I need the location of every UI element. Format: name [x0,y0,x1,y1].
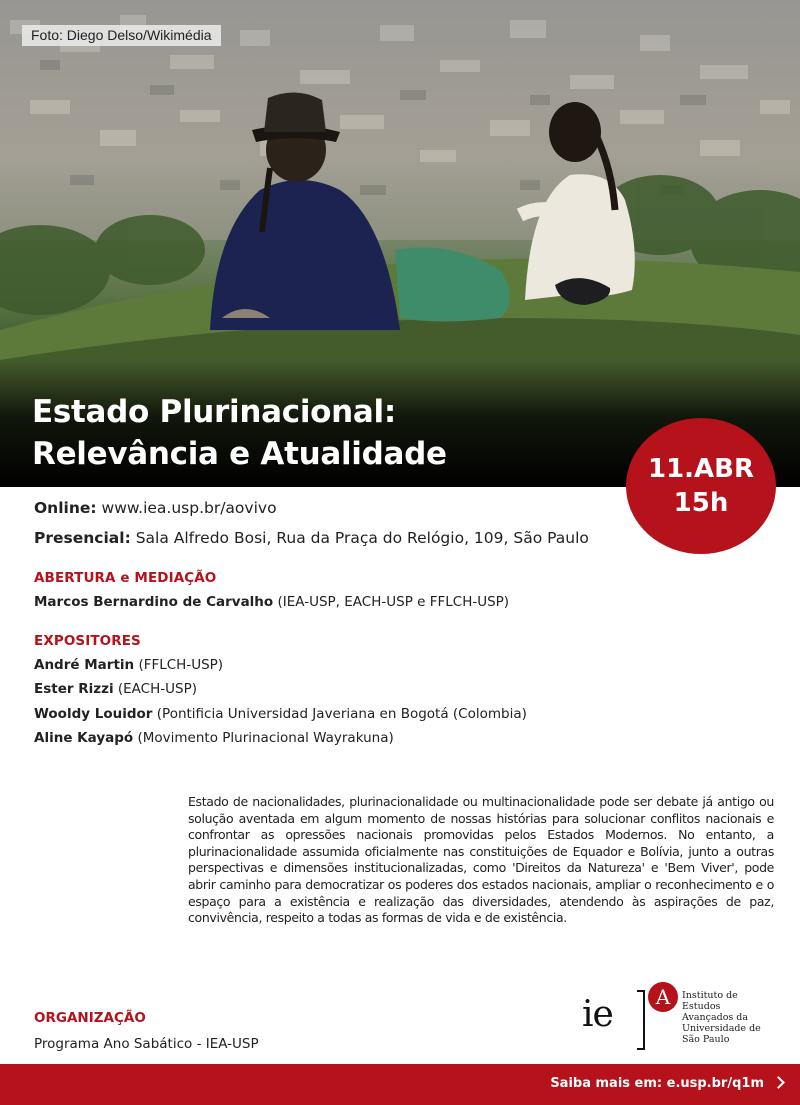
logo-badge: A [648,982,678,1012]
expositor-name: Wooldy Louidor [34,706,153,722]
event-description: Estado de nacionalidades, plurinacionalidade ou multinacionalidade pode ser debate já antigo ou solução aventada em algum momento de nossas histórias para solucionar conflitos nacionais e confrontar as opressões nacionais promovidas pelos Estados Modernos. No entanto, a plurinacionalidade assumida oficialmente nas constituições de Equador e Bolívia, junto a outras perspectivas e dimensões institucionalizadas, como 'Direitos da Natureza' e 'Bem Viver', pode abrir caminho para democratizar os poderes dos estados nacionais, ampliar o reconhecimento e o espaço para a existência e realização das diversidades, atendendo às aspirações de paz, convivência, respeito a todas as formas de vida e de existência. [188,794,774,926]
event-date: 11.ABR [647,454,755,484]
presencial-address: Sala Alfredo Bosi, Rua da Praça do Relógio, 109, São Paulo [135,529,589,547]
online-line [34,499,634,517]
presencial-line [34,529,634,547]
expositor-affiliation: (EACH-USP) [117,681,197,697]
event-time: 15h [673,488,729,518]
abertura-name: Marcos Bernardino de Carvalho [34,594,274,610]
organizacao-heading: ORGANIZAÇÃO [34,1010,146,1026]
logo-line: Estudos [682,1001,721,1012]
organizacao-value: Programa Ano Sabático - IEA-USP [34,1036,259,1052]
expositores-heading: EXPOSITORES [34,633,141,649]
saiba-mais-link[interactable]: Saiba mais em: e.usp.br/q1m [550,1076,764,1091]
photo-credit: Foto: Diego Delso/Wikimédia [22,25,221,46]
online-link[interactable]: www.iea.usp.br/aovivo [101,499,277,517]
chevron-right-icon[interactable] [772,1076,785,1089]
logo-institution-name [682,990,782,1045]
date-badge [626,418,776,554]
event-title-line2: Relevância e Atualidade [32,436,447,472]
expositor-name: Aline Kayapó [34,730,134,746]
expositor-name: André Martin [34,657,135,673]
expositor-affiliation: (Movimento Plurinacional Wayrakuna) [137,730,394,746]
abertura-person [34,594,509,610]
expositor-item [34,657,223,673]
iea-usp-logo [582,980,782,1052]
expositor-item [34,706,527,722]
logo-line: Instituto de [682,990,738,1001]
event-title-line1: Estado Plurinacional: [32,394,396,430]
logo-line: São Paulo [682,1034,730,1045]
expositor-item [34,730,394,746]
expositor-name: Ester Rizzi [34,681,114,697]
logo-line: Universidade de [682,1023,761,1034]
abertura-heading: ABERTURA e MEDIAÇÃO [34,570,217,586]
hero-photo [0,0,800,487]
presencial-label: Presencial: [34,529,131,547]
logo-bracket-icon [637,990,645,1050]
online-label: Online: [34,499,97,517]
logo-line: Avançados da [682,1012,749,1023]
footer-bar [0,1064,800,1105]
expositor-affiliation: (FFLCH-USP) [138,657,224,673]
abertura-affiliation: (IEA-USP, EACH-USP e FFLCH-USP) [277,594,510,610]
expositor-item [34,681,197,697]
event-title [32,391,592,475]
logo-mark: ie [582,994,613,1035]
expositor-affiliation: (Pontificia Universidad Javeriana en Bogotá (Colombia) [156,706,527,722]
